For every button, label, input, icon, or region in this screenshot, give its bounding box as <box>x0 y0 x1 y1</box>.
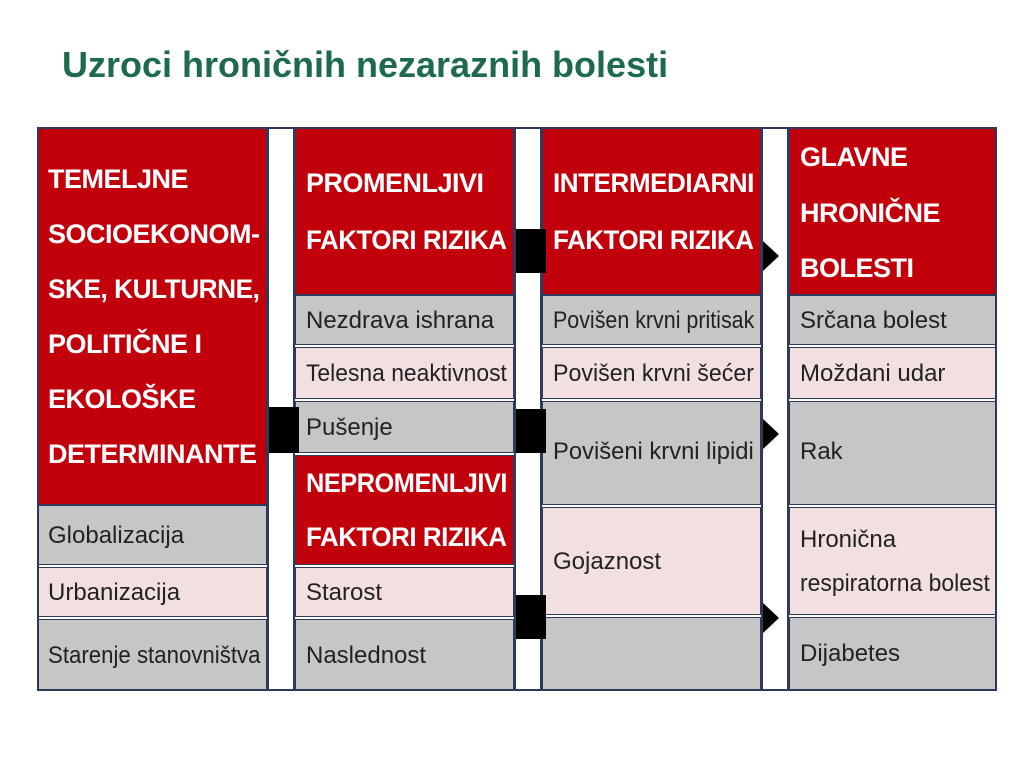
non-modifiable-header-line: NEPROMENLJIVI <box>306 468 507 498</box>
modifiable-header <box>295 127 514 295</box>
disease-item <box>789 295 997 345</box>
intermediate-item <box>542 507 761 615</box>
disease-label: Srčana bolest <box>800 307 947 334</box>
modifiable-label: Pušenje <box>306 414 393 441</box>
modifiable-item <box>295 295 514 345</box>
intermediate-item <box>542 617 761 691</box>
arrow-right-icon <box>516 227 546 275</box>
intermediate-item <box>542 401 761 505</box>
determinants-header <box>37 127 267 505</box>
determinants-header-line: DETERMINANTE <box>48 439 257 469</box>
disease-label: Rak <box>800 438 843 465</box>
intermediate-label: Povišen krvni pritisak <box>553 307 755 334</box>
modifiable-header-line: PROMENLJIVI <box>306 168 484 198</box>
disease-label: Moždani udar <box>800 360 946 387</box>
disease-item <box>789 347 997 399</box>
determinant-item <box>37 567 267 617</box>
intermediate-header <box>542 127 761 295</box>
diseases-header-line: GLAVNE <box>800 142 908 172</box>
arrow-right-icon <box>516 407 546 455</box>
determinants-header-line: SOCIOEKONOM- <box>48 219 260 249</box>
intermediate-header-line: INTERMEDIARNI <box>553 168 754 198</box>
modifiable-item <box>295 401 514 453</box>
intermediate-column <box>542 127 761 691</box>
disease-item <box>789 507 997 615</box>
disease-item <box>789 401 997 505</box>
determinant-item <box>37 505 267 565</box>
determinants-column <box>37 127 267 691</box>
intermediate-item <box>542 347 761 399</box>
intermediate-label: Povišen krvni šećer <box>553 360 755 387</box>
non-modifiable-item <box>295 567 514 617</box>
arrow-right-icon <box>761 239 781 273</box>
diseases-header-line: HRONIČNE <box>800 198 941 228</box>
non-modifiable-item <box>295 619 514 691</box>
modifiable-label: Nezdrava ishrana <box>306 307 495 334</box>
arrow-right-icon <box>761 601 781 635</box>
non-modifiable-header-line: FAKTORI RIZIKA <box>306 522 507 552</box>
intermediate-label: Gojaznost <box>553 548 662 575</box>
determinant-label: Urbanizacija <box>48 579 181 606</box>
intermediate-label: Povišeni krvni lipidi <box>553 438 754 465</box>
diseases-column <box>789 127 997 691</box>
disease-label: respiratorna bolest <box>800 570 990 597</box>
modifiable-header-line: FAKTORI RIZIKA <box>306 225 507 255</box>
page-title: Uzroci hroničnih nezaraznih bolesti <box>62 44 669 85</box>
risk-factors-column <box>295 127 514 691</box>
arrow-right-icon <box>516 593 546 641</box>
determinants-header-line: EKOLOŠKE <box>48 384 196 414</box>
arrow-right-icon <box>269 405 299 455</box>
intermediate-item <box>542 295 761 345</box>
determinant-label: Globalizacija <box>48 522 185 549</box>
non-modifiable-header <box>295 455 514 565</box>
arrow-right-icon <box>761 417 781 451</box>
determinant-label: Starenje stanovništva <box>48 642 261 669</box>
determinants-header-line: POLITIČNE I <box>48 329 202 359</box>
disease-label: Dijabetes <box>800 640 901 667</box>
determinant-item <box>37 619 267 691</box>
diseases-header <box>789 127 997 295</box>
diseases-header-line: BOLESTI <box>800 253 914 283</box>
causes-diagram <box>37 127 997 691</box>
non-modifiable-label: Starost <box>306 579 383 606</box>
determinants-header-line: SKE, KULTURNE, <box>48 274 260 304</box>
disease-item <box>789 617 997 691</box>
intermediate-header-line: FAKTORI RIZIKA <box>553 225 754 255</box>
non-modifiable-label: Naslednost <box>306 642 427 669</box>
modifiable-label: Telesna neaktivnost <box>306 360 507 387</box>
modifiable-item <box>295 347 514 399</box>
disease-label: Hronična <box>800 526 897 553</box>
determinants-header-line: TEMELJNE <box>48 164 189 194</box>
